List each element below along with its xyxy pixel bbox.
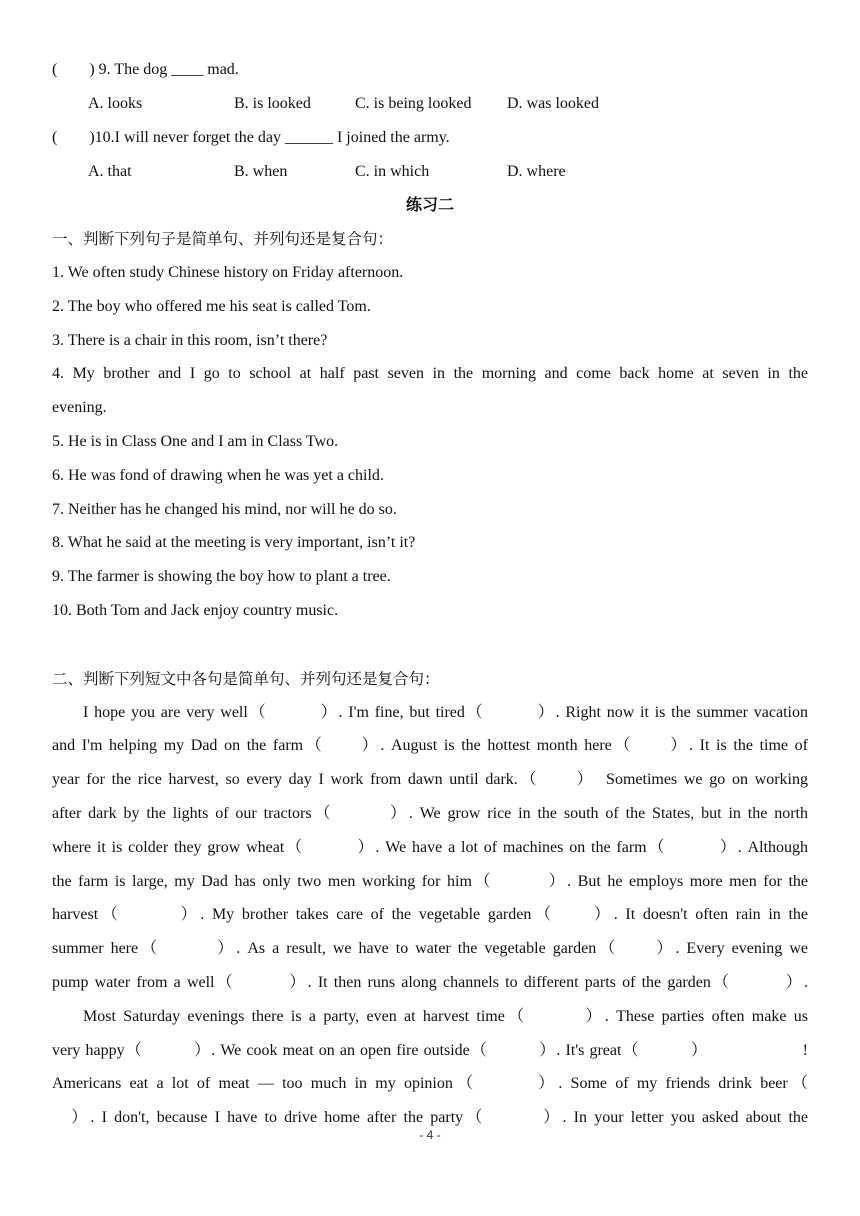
part1-item: 5. He is in Class One and I am in Class Two. <box>52 433 339 450</box>
exercise-title: 练习二 <box>405 195 454 214</box>
page-number: - 4 - <box>419 1128 441 1142</box>
document-page <box>52 0 808 1216</box>
part1-item: 2. The boy who offered me his seat is called Tom. <box>52 298 371 315</box>
option-c: C. in which <box>355 163 430 180</box>
passage-line: after dark by the lights of our tractors（ ）. We grow rice in the south of the States, but in the north <box>52 805 808 822</box>
option-a: A. looks <box>88 95 143 112</box>
passage-line: where it is colder they grow wheat（ ）. We have a lot of machines on the farm（ ）. Although <box>52 839 808 856</box>
part1-item: 1. We often study Chinese history on Friday afternoon. <box>52 264 404 281</box>
part1-item: 7. Neither has he changed his mind, nor will he do so. <box>52 501 397 518</box>
option-d: D. was looked <box>507 95 599 112</box>
question-9-stem: ( ) 9. The dog ____ mad. <box>52 61 239 78</box>
option-c: C. is being looked <box>355 95 472 112</box>
passage-line: summer here（ ）. As a result, we have to water the vegetable garden（ ）. Every evening we <box>52 940 808 957</box>
part1-item-continued: evening. <box>52 399 107 416</box>
part2-heading: 二、判断下列短文中各句是简单句、并列句还是复合句： <box>52 670 440 688</box>
part1-item: 8. What he said at the meeting is very important, isn’t it? <box>52 534 416 551</box>
part1-item: 4. My brother and I go to school at half past seven in the morning and come back home at seven in the <box>52 365 808 382</box>
option-b: B. when <box>234 163 288 180</box>
part1-heading: 一、判断下列句子是简单句、并列句还是复合句： <box>52 230 394 248</box>
option-d: D. where <box>507 163 566 180</box>
part1-item: 3. There is a chair in this room, isn’t there? <box>52 332 328 349</box>
passage-line: ）. I don't, because I have to drive home after the party（ ）. In your letter you asked about the <box>52 1109 808 1126</box>
passage-line: and I'm helping my Dad on the farm（ ）. August is the hottest month here（ ）. It is the time of <box>52 737 808 754</box>
passage-line: year for the rice harvest, so every day I work from dawn until dark.（ ） Sometimes we go on working <box>52 771 808 788</box>
option-a: A. that <box>88 163 132 180</box>
passage-line: Most Saturday evenings there is a party, even at harvest time（ ）. These parties often make us <box>83 1008 808 1025</box>
part1-item: 9. The farmer is showing the boy how to plant a tree. <box>52 568 391 585</box>
passage-line: the farm is large, my Dad has only two men working for him（ ）. But he employs more men for the <box>52 873 808 890</box>
passage-line: harvest（ ）. My brother takes care of the vegetable garden（ ）. It doesn't often rain in the <box>52 906 808 923</box>
passage-line: very happy（ ）. We cook meat on an open fire outside（ ）. It's great（ ） ! <box>52 1042 808 1059</box>
part1-item: 10. Both Tom and Jack enjoy country music. <box>52 602 339 619</box>
passage-line: I hope you are very well（ ）. I'm fine, but tired（ ）. Right now it is the summer vacation <box>83 704 808 721</box>
passage-line: Americans eat a lot of meat — too much in my opinion（ ）. Some of my friends drink beer（ <box>52 1075 808 1092</box>
option-b: B. is looked <box>234 95 311 112</box>
part1-item: 6. He was fond of drawing when he was yet a child. <box>52 467 384 484</box>
passage-line: pump water from a well（ ）. It then runs along channels to different parts of the garden（ ）. <box>52 974 808 991</box>
question-10-stem: ( )10.I will never forget the day ______ I joined the army. <box>52 129 450 146</box>
